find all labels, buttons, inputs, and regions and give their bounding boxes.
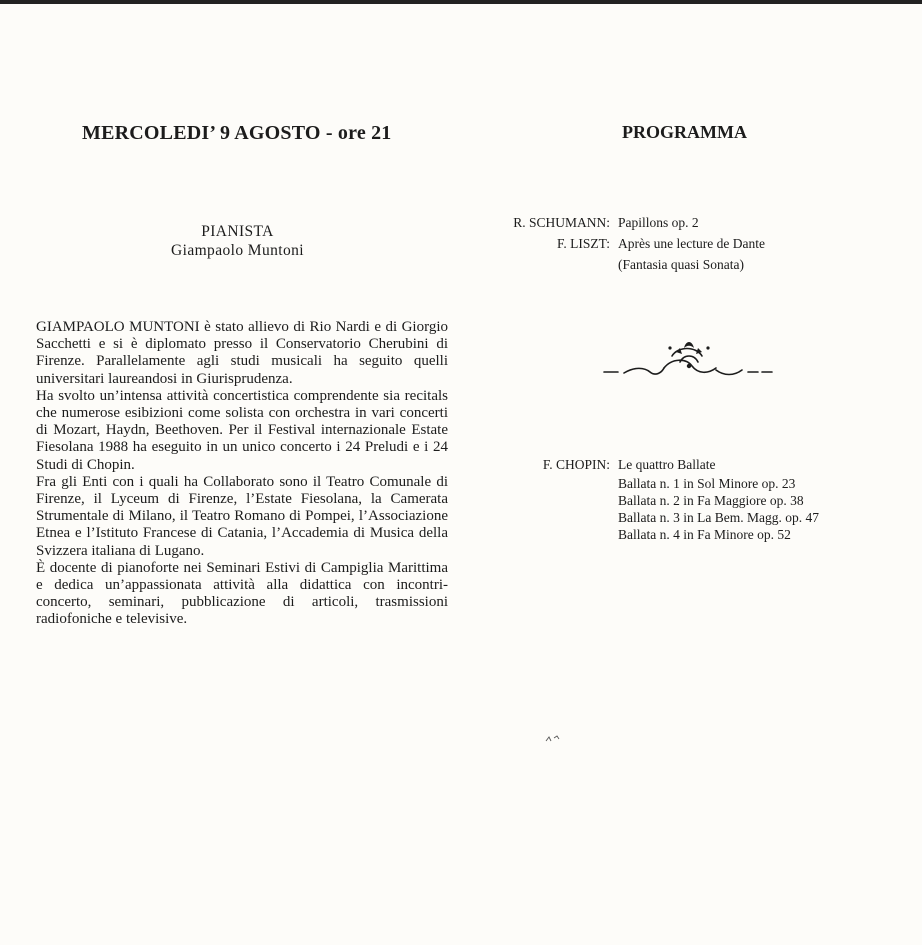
work-title: Après une lecture de Dante (618, 236, 765, 251)
program-item-chopin (480, 454, 715, 475)
concert-date-heading: MERCOLEDI’ 9 AGOSTO - ore 21 (82, 122, 392, 144)
pianist-block (120, 222, 355, 260)
program-list (480, 212, 765, 275)
ballata-item: Ballata n. 2 in Fa Maggiore op. 38 (618, 493, 804, 508)
bio-paragraph: GIAMPAOLO MUNTONI è stato allievo di Rio Nardi e di Giorgio Sacchetti e si è diplomato presso il Conservatorio Cherubini di Firenze. Parallelamente agli studi musicali ha seguito quelli universitari laureandosi in Giurisprudenza. (36, 319, 448, 387)
bio-paragraph: Fra gli Enti con i quali ha Collaborato sono il Teatro Comunale di Firenze, il Lyceum di Firenze, l’Estate Fiesolana, la Camerata Strumentale di Milano, il Teatro Romano di Pompei, l’Associazione Etnea e l’Istituto Francese di Catania, l’Accademia di Musica della Svizzera italiana di Lugano. (36, 473, 448, 559)
work-subtitle: (Fantasia quasi Sonata) (618, 257, 744, 272)
ballata-item: Ballata n. 4 in Fa Minore op. 52 (618, 527, 791, 542)
composer-name: R. SCHUMANN: (513, 215, 610, 230)
biography (36, 319, 448, 629)
work-title: Papillons op. 2 (618, 215, 699, 230)
composer-name: F. LISZT: (557, 236, 610, 251)
print-speck (543, 732, 563, 744)
work-title: Le quattro Ballate (618, 457, 716, 472)
program-item (480, 233, 765, 254)
ballata-item: Ballata n. 1 in Sol Minore op. 23 (618, 476, 796, 491)
ornament-flourish (600, 334, 780, 384)
bio-paragraph: Ha svolto un’intensa attività concertistica comprendente sia recitals che numerose esibizioni come solista con orchestra in vari concerti di Mozart, Haydn, Beethoven. Per il Festival internazionale Estate Fiesolana 1988 ha eseguito in un unico concerto i 24 Preludi e i 24 Studi di Chopin. (36, 387, 448, 473)
composer-name: F. CHOPIN: (542, 457, 610, 472)
bio-paragraph: È docente di pianoforte nei Seminari Estivi di Campiglia Marittima e dedica un’appassionata attività alla didattica con incontri-concerto, seminari, pubblicazione di articoli, trasmissioni radiofoniche e televisive. (36, 559, 448, 628)
program-item (480, 254, 765, 275)
pianist-role: PIANISTA (201, 223, 274, 240)
program-heading: PROGRAMMA (622, 122, 747, 142)
ballate-list (618, 475, 819, 543)
top-rule (0, 0, 922, 4)
pianist-name: Giampaolo Muntoni (171, 242, 304, 259)
ballata-item: Ballata n. 3 in La Bem. Magg. op. 47 (618, 510, 819, 525)
program-item (480, 212, 765, 233)
